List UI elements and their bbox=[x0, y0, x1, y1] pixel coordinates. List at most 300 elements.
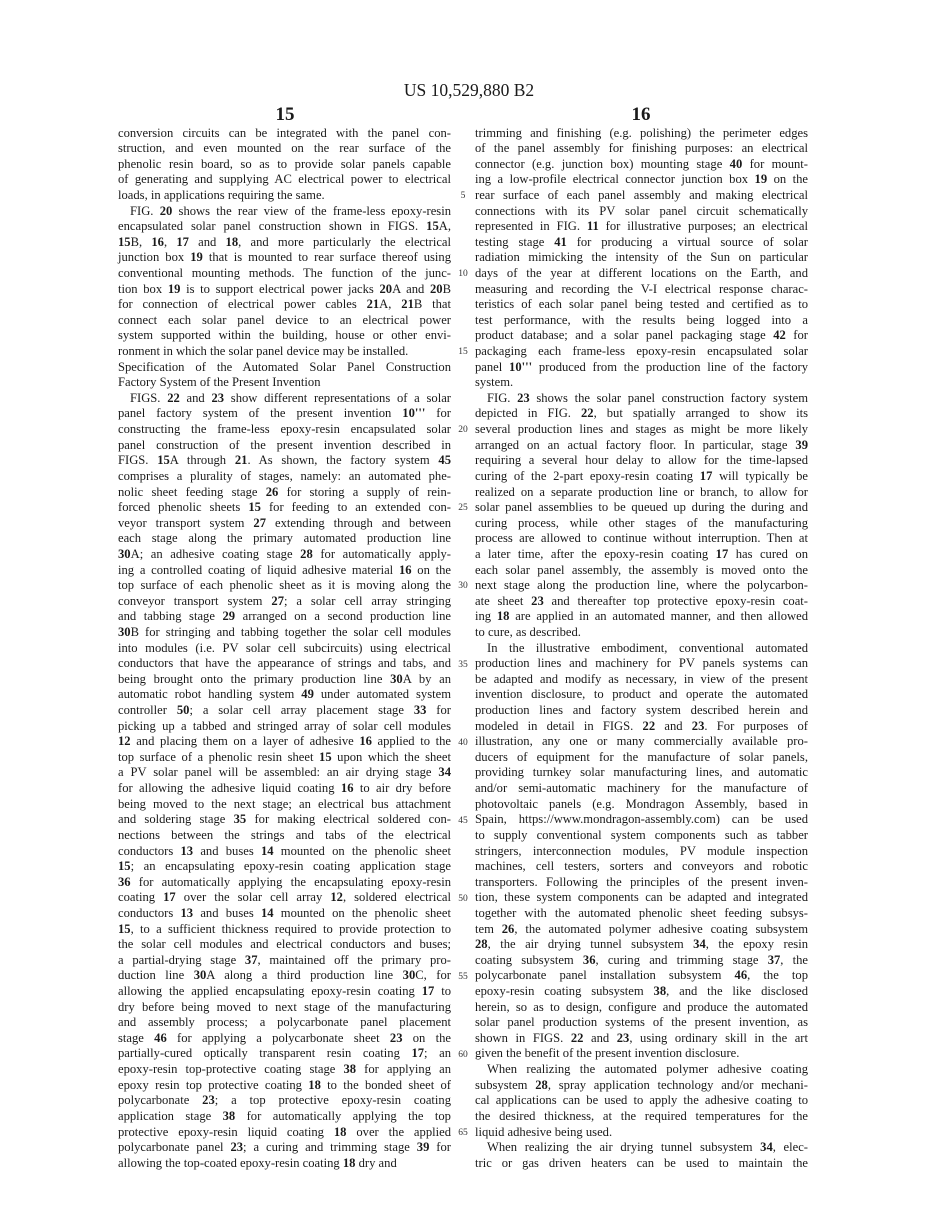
text-line bbox=[475, 328, 808, 344]
reference-numeral: 19 bbox=[754, 172, 768, 187]
text-line bbox=[475, 469, 808, 485]
text-line bbox=[475, 641, 808, 657]
reference-numeral: 15 bbox=[426, 219, 439, 234]
text-segment: on the bbox=[411, 562, 451, 577]
text-segment: tric or gas driven heaters can be used to maintain the bbox=[475, 1155, 808, 1170]
text-segment: packaging each frame-less epoxy-resin encapsulated solar bbox=[475, 344, 808, 359]
reference-numeral: 15 bbox=[118, 859, 131, 874]
text-segment: constructing the frame-less epoxy-resin encapsulated solar bbox=[118, 422, 451, 437]
text-segment: for bbox=[785, 328, 808, 343]
text-segment: of the panel assembly for finishing purposes: an electrical bbox=[475, 141, 808, 156]
text-line bbox=[118, 141, 451, 157]
text-line bbox=[475, 141, 808, 157]
line-number: 15 bbox=[458, 347, 468, 358]
text-segment: conductors bbox=[118, 905, 181, 920]
text-line bbox=[475, 1156, 808, 1172]
text-line bbox=[118, 765, 451, 781]
text-line bbox=[118, 968, 451, 984]
text-line bbox=[118, 235, 451, 251]
text-segment: dry before being moved to next stage of the manufacturing bbox=[118, 999, 451, 1014]
text-line bbox=[118, 1109, 451, 1125]
text-line bbox=[475, 765, 808, 781]
text-segment: struction, and even mounted on the rear surface of the bbox=[118, 141, 451, 156]
text-line bbox=[118, 656, 451, 672]
text-line bbox=[118, 1078, 451, 1094]
text-segment: A along a third production line bbox=[206, 968, 403, 983]
text-line bbox=[475, 1093, 808, 1109]
text-segment: , soldered electrical bbox=[342, 890, 451, 905]
text-line bbox=[475, 360, 808, 376]
text-line bbox=[118, 1000, 451, 1016]
text-segment: and bbox=[179, 390, 212, 405]
line-number: 55 bbox=[458, 971, 468, 982]
text-segment: , the air drying tunnel subsystem bbox=[487, 937, 694, 952]
reference-numeral: 38 bbox=[222, 1108, 236, 1123]
text-segment: a partial-drying stage bbox=[118, 952, 245, 967]
line-number: 40 bbox=[458, 737, 468, 748]
text-segment: be adapted and modify as necessary, in view of the present bbox=[475, 671, 808, 686]
text-segment: tion box bbox=[118, 281, 168, 296]
reference-numeral: 28 bbox=[475, 937, 488, 952]
text-segment: and bbox=[188, 234, 226, 249]
text-segment: to cure, as described. bbox=[475, 625, 581, 639]
text-segment: Factory System of the Present Invention bbox=[118, 375, 321, 390]
reference-numeral: 15 bbox=[118, 234, 131, 249]
reference-numeral: 41 bbox=[554, 234, 567, 249]
text-segment: duction line bbox=[118, 968, 194, 983]
text-line bbox=[118, 1046, 451, 1062]
text-segment: allowing the top-coated epoxy-resin coating bbox=[118, 1155, 343, 1170]
text-segment: connect each solar panel device to an electrical power bbox=[118, 312, 451, 327]
reference-numeral: 46 bbox=[154, 1030, 167, 1045]
text-segment: When realizing the automated polymer adhesive coating bbox=[487, 1062, 808, 1077]
reference-numeral: 26 bbox=[265, 484, 279, 499]
text-segment: ing a low-profile electrical connector junction box bbox=[475, 172, 755, 187]
text-segment: to the bonded sheet of bbox=[320, 1077, 451, 1092]
text-line bbox=[475, 719, 808, 735]
reference-numeral: 21 bbox=[366, 297, 380, 312]
text-line bbox=[475, 344, 808, 360]
reference-numeral: 16 bbox=[340, 781, 354, 796]
text-segment: for mount- bbox=[742, 156, 808, 171]
text-segment: , bbox=[163, 234, 177, 249]
reference-numeral: 18 bbox=[496, 609, 510, 624]
text-segment: , to a sufficient thickness required to provide protection to bbox=[130, 921, 451, 936]
reference-numeral: 13 bbox=[180, 843, 194, 858]
text-segment: are applied in an automated manner, and then allowed bbox=[509, 609, 808, 624]
line-number: 45 bbox=[458, 815, 468, 826]
text-segment: given the benefit of the present invention disclosure. bbox=[475, 1046, 740, 1061]
text-segment: for automatically apply- bbox=[312, 546, 451, 561]
reference-numeral: 20 bbox=[159, 203, 173, 218]
reference-numeral: 49 bbox=[301, 687, 314, 702]
text-segment: solar panel assemblies to be queued up during the during and bbox=[475, 500, 808, 515]
text-line bbox=[118, 516, 451, 532]
text-segment: subsystem bbox=[475, 1077, 536, 1092]
text-segment: tion, these system components can be adapted and integrated bbox=[475, 890, 808, 905]
text-segment: upon which the sheet bbox=[331, 749, 451, 764]
text-segment: , the top bbox=[747, 968, 808, 983]
text-line bbox=[475, 235, 808, 251]
text-segment: ronment in which the solar panel device may be installed. bbox=[118, 344, 409, 359]
reference-numeral: 19 bbox=[167, 281, 181, 296]
text-segment: A through bbox=[169, 453, 235, 468]
text-segment: B that bbox=[413, 297, 451, 312]
text-segment: each solar panel assembly, the assembly is moved onto the bbox=[475, 562, 808, 577]
text-line bbox=[118, 344, 451, 360]
reference-numeral: 46 bbox=[734, 968, 748, 983]
right-column-text bbox=[475, 126, 808, 1172]
text-line bbox=[475, 578, 808, 594]
text-segment: application stage bbox=[118, 1108, 223, 1123]
text-segment: In the illustrative embodiment, conventional automated bbox=[487, 640, 808, 655]
text-segment: and placing them on a layer of adhesive bbox=[130, 734, 360, 749]
text-line bbox=[475, 313, 808, 329]
text-line bbox=[475, 1125, 808, 1141]
reference-numeral: 30 bbox=[118, 625, 131, 639]
reference-numeral: 34 bbox=[760, 1140, 773, 1155]
text-line bbox=[118, 391, 451, 407]
text-segment: Spain, https://www.mondragon-assembly.com) can be used bbox=[475, 812, 808, 827]
text-line bbox=[475, 1078, 808, 1094]
text-line bbox=[118, 375, 451, 391]
text-line bbox=[118, 282, 451, 298]
text-segment: the desired thickness, at the required temperatures for the bbox=[475, 1108, 808, 1123]
text-line bbox=[475, 531, 808, 547]
text-segment: will typically be bbox=[712, 468, 808, 483]
text-segment: the solar cell modules and electrical conductors and buses; bbox=[118, 937, 451, 952]
line-number: 30 bbox=[458, 581, 468, 592]
reference-numeral: 10''' bbox=[509, 359, 533, 374]
text-segment: that is mounted to rear surface thereof using bbox=[202, 250, 451, 265]
reference-numeral: 36 bbox=[118, 874, 131, 889]
text-line bbox=[118, 687, 451, 703]
text-segment: conventional mounting methods. The function of the junc- bbox=[118, 265, 451, 280]
text-line bbox=[118, 609, 451, 625]
text-line bbox=[475, 844, 808, 860]
reference-numeral: 18 bbox=[308, 1077, 321, 1092]
text-segment: epoxy-resin coating subsystem bbox=[475, 984, 654, 999]
text-segment: being brought onto the primary production line bbox=[118, 671, 391, 686]
text-segment: FIGS. bbox=[130, 390, 168, 405]
text-line bbox=[475, 250, 808, 266]
text-line bbox=[118, 1062, 451, 1078]
text-line bbox=[475, 172, 808, 188]
text-line bbox=[118, 172, 451, 188]
reference-numeral: 36 bbox=[582, 952, 596, 967]
reference-numeral: 19 bbox=[190, 250, 203, 265]
text-line bbox=[475, 453, 808, 469]
text-segment: When realizing the air drying tunnel subsystem bbox=[487, 1140, 761, 1155]
text-line bbox=[475, 672, 808, 688]
text-segment: a later time, after the epoxy-resin coating bbox=[475, 546, 716, 561]
text-line bbox=[475, 1000, 808, 1016]
reference-numeral: 33 bbox=[413, 703, 427, 718]
reference-numeral: 22 bbox=[642, 718, 656, 733]
reference-numeral: 30 bbox=[118, 546, 131, 561]
text-segment: show different representations of a solar bbox=[224, 390, 451, 405]
line-number: 35 bbox=[458, 659, 468, 670]
line-number: 60 bbox=[458, 1050, 468, 1061]
reference-numeral: 38 bbox=[343, 1062, 357, 1077]
reference-numeral: 11 bbox=[586, 219, 599, 234]
reference-numeral: 34 bbox=[438, 765, 451, 780]
text-segment: , spray application technology and/or mechani- bbox=[547, 1077, 808, 1092]
text-line bbox=[475, 438, 808, 454]
text-segment: teristics of each solar panel being tested and certified as to bbox=[475, 297, 808, 312]
text-segment: for automatically applying the encapsulating epoxy-resin bbox=[130, 874, 451, 889]
text-segment: for applying a polycarbonate sheet bbox=[166, 1030, 390, 1045]
reference-numeral: 12 bbox=[118, 734, 131, 749]
text-segment: ; a top protective epoxy-resin coating bbox=[214, 1093, 451, 1108]
text-segment: , and the like disclosed bbox=[666, 984, 808, 999]
text-segment: for making electrical soldered con- bbox=[246, 812, 452, 827]
line-number: 50 bbox=[458, 893, 468, 904]
text-line bbox=[118, 906, 451, 922]
text-line bbox=[118, 469, 451, 485]
text-line bbox=[475, 1031, 808, 1047]
text-line bbox=[475, 188, 808, 204]
reference-numeral: 23 bbox=[517, 390, 530, 405]
text-line bbox=[475, 625, 808, 641]
text-segment: modeled in detail in FIGS. bbox=[475, 718, 643, 733]
line-number: 65 bbox=[458, 1128, 468, 1139]
text-segment: test performance, with the results being logged into a bbox=[475, 312, 808, 327]
text-segment: curing process, while other stages of the manufacturing bbox=[475, 515, 808, 530]
text-segment: . For purposes of bbox=[704, 718, 808, 733]
text-segment: automatic robot handling system bbox=[118, 687, 302, 702]
reference-numeral: 23 bbox=[211, 390, 225, 405]
text-line bbox=[475, 266, 808, 282]
text-segment: produced from the production line of the factory bbox=[532, 359, 808, 374]
text-segment: for allowing the adhesive liquid coating bbox=[118, 781, 341, 796]
text-segment: under automated system bbox=[313, 687, 451, 702]
text-line bbox=[475, 126, 808, 142]
text-line bbox=[475, 282, 808, 298]
text-segment: veyor transport system bbox=[118, 515, 254, 530]
page-number-right: 16 bbox=[631, 104, 651, 125]
text-line bbox=[475, 1062, 808, 1078]
text-line bbox=[475, 984, 808, 1000]
text-segment: ; an encapsulating epoxy-resin coating application stage bbox=[130, 859, 451, 874]
text-segment: cal applications can be used to apply the adhesive coating to bbox=[475, 1093, 808, 1108]
text-line bbox=[475, 797, 808, 813]
line-number: 10 bbox=[458, 269, 468, 280]
text-line bbox=[118, 750, 451, 766]
reference-numeral: 22 bbox=[167, 390, 180, 405]
text-segment: and assembly process; a polycarbonate panel placement bbox=[118, 1015, 451, 1030]
text-segment: for storing a supply of rein- bbox=[278, 484, 451, 499]
text-segment: B bbox=[442, 281, 451, 296]
reference-numeral: 39 bbox=[416, 1140, 430, 1155]
text-segment: connector (e.g. junction box) mounting stage bbox=[475, 156, 730, 171]
text-segment: for producing a virtual source of solar bbox=[566, 234, 808, 249]
reference-numeral: 37 bbox=[767, 952, 781, 967]
reference-numeral: 18 bbox=[342, 1155, 356, 1170]
text-segment: liquid adhesive being used. bbox=[475, 1124, 613, 1139]
reference-numeral: 17 bbox=[715, 546, 729, 561]
text-segment: transporters. Following the principles of the present inven- bbox=[475, 874, 808, 889]
text-line bbox=[118, 1031, 451, 1047]
text-line bbox=[118, 828, 451, 844]
text-segment: for bbox=[425, 406, 451, 421]
text-line bbox=[118, 266, 451, 282]
text-segment: ate sheet bbox=[475, 593, 532, 608]
text-line bbox=[118, 578, 451, 594]
text-line bbox=[475, 1109, 808, 1125]
text-segment: herein, so as to design, configure and produce the automated bbox=[475, 999, 808, 1014]
text-line bbox=[118, 625, 451, 641]
reference-numeral: 15 bbox=[118, 921, 131, 936]
text-line bbox=[475, 422, 808, 438]
text-segment: ; a solar cell array placement stage bbox=[189, 703, 414, 718]
text-segment: B, bbox=[130, 234, 152, 249]
text-segment: picking up a tabbed and stringed array of solar cell modules bbox=[118, 718, 451, 733]
text-segment: production lines and machinery for PV panels systems can bbox=[475, 656, 808, 671]
reference-numeral: 20 bbox=[379, 281, 393, 296]
text-segment: A, bbox=[438, 219, 451, 234]
reference-numeral: 14 bbox=[260, 905, 274, 920]
reference-numeral: 27 bbox=[253, 515, 267, 530]
text-line bbox=[475, 968, 808, 984]
text-segment: stringers, interconnection modules, PV module inspection bbox=[475, 843, 808, 858]
text-line bbox=[475, 828, 808, 844]
reference-numeral: 17 bbox=[421, 984, 435, 999]
text-segment: to air dry before bbox=[353, 781, 451, 796]
text-segment: , maintained off the primary pro- bbox=[257, 952, 451, 967]
text-segment: polycarbonate panel installation subsystem bbox=[475, 968, 735, 983]
reference-numeral: 22 bbox=[570, 1030, 584, 1045]
text-line bbox=[475, 781, 808, 797]
text-segment: for illustrative purposes; an electrical bbox=[598, 219, 808, 234]
text-line bbox=[118, 1093, 451, 1109]
text-line bbox=[475, 516, 808, 532]
text-line bbox=[118, 485, 451, 501]
reference-numeral: 16 bbox=[151, 234, 164, 249]
text-segment: being moved to the next stage; an electrical bus attachment bbox=[118, 796, 451, 811]
text-segment: controller bbox=[118, 703, 177, 718]
text-segment: product database; and a solar panel packaging stage bbox=[475, 328, 774, 343]
text-line bbox=[475, 547, 808, 563]
text-line bbox=[475, 906, 808, 922]
text-segment: represented in FIG. bbox=[475, 219, 587, 234]
text-line bbox=[118, 844, 451, 860]
text-line bbox=[475, 1015, 808, 1031]
text-segment: , elec- bbox=[772, 1140, 808, 1155]
patent-number-header: US 10,529,880 B2 bbox=[403, 80, 535, 100]
reference-numeral: 10''' bbox=[402, 406, 426, 421]
text-segment: is to support electrical power jacks bbox=[180, 281, 380, 296]
text-line bbox=[118, 219, 451, 235]
text-line bbox=[475, 859, 808, 875]
text-segment: conductors that have the appearance of strings and tabs, and bbox=[118, 656, 451, 671]
reference-numeral: 37 bbox=[244, 952, 258, 967]
text-segment: FIG. bbox=[487, 390, 518, 405]
reference-numeral: 16 bbox=[398, 562, 412, 577]
text-segment: and bbox=[583, 1030, 617, 1045]
reference-numeral: 23 bbox=[230, 1140, 244, 1155]
text-line bbox=[118, 563, 451, 579]
text-segment: A, bbox=[379, 297, 402, 312]
text-line bbox=[118, 360, 451, 376]
text-segment: together with the automated phenolic sheet feeding subsys- bbox=[475, 905, 808, 920]
text-line bbox=[118, 734, 451, 750]
text-segment: invention disclosure, to product and operate the automated bbox=[475, 687, 808, 702]
text-line bbox=[475, 687, 808, 703]
reference-numeral: 50 bbox=[176, 703, 190, 718]
text-segment: conveyor transport system bbox=[118, 593, 272, 608]
text-line bbox=[118, 875, 451, 891]
text-segment: nections between the strings and tabs of the electrical bbox=[118, 827, 451, 842]
text-line bbox=[118, 422, 451, 438]
text-segment: , curing and trimming stage bbox=[595, 952, 768, 967]
text-line bbox=[118, 438, 451, 454]
text-line bbox=[118, 1140, 451, 1156]
text-segment: panel bbox=[475, 359, 510, 374]
text-segment: illustration, any one or many commercially available pro- bbox=[475, 734, 808, 749]
text-segment: curing of the 2-part epoxy-resin coating bbox=[475, 468, 700, 483]
text-segment: shows the rear view of the frame-less epoxy-resin bbox=[172, 203, 452, 218]
text-segment: extending through and between bbox=[266, 515, 451, 530]
text-line bbox=[475, 875, 808, 891]
reference-numeral: 17 bbox=[699, 468, 713, 483]
text-segment: mounted on the phenolic sheet bbox=[273, 905, 451, 920]
text-line bbox=[475, 734, 808, 750]
text-segment: process are allowed to continue without interruption. Then at bbox=[475, 531, 808, 546]
text-segment: next stage along the production line, where the polycarbon- bbox=[475, 578, 808, 593]
text-line bbox=[118, 313, 451, 329]
text-segment: coating subsystem bbox=[475, 952, 583, 967]
text-segment: shown in FIGS. bbox=[475, 1030, 571, 1045]
text-line bbox=[118, 1125, 451, 1141]
text-segment: phenolic resin board, so as to provide solar panels capable bbox=[118, 156, 451, 171]
text-segment: several production lines and stages as might be more likely bbox=[475, 422, 808, 437]
text-segment: measuring and recording the V-I electrical response charac- bbox=[475, 281, 808, 296]
reference-numeral: 35 bbox=[233, 812, 247, 827]
text-line bbox=[118, 797, 451, 813]
text-segment: for bbox=[429, 1140, 451, 1155]
text-segment: a PV solar panel will be assembled: an air drying stage bbox=[118, 765, 439, 780]
text-line bbox=[118, 890, 451, 906]
text-line bbox=[475, 500, 808, 516]
reference-numeral: 15 bbox=[157, 453, 170, 468]
reference-numeral: 26 bbox=[501, 921, 515, 936]
text-segment: on the bbox=[767, 172, 809, 187]
text-segment: to bbox=[434, 984, 451, 999]
reference-numeral: 15 bbox=[319, 749, 332, 764]
text-line bbox=[118, 937, 451, 953]
text-segment: mounted on the phenolic sheet bbox=[273, 843, 451, 858]
text-segment: , the bbox=[780, 952, 809, 967]
text-line bbox=[475, 406, 808, 422]
text-line bbox=[118, 984, 451, 1000]
text-segment: stage bbox=[118, 1030, 155, 1045]
text-segment: depicted in FIG. bbox=[475, 406, 581, 421]
text-segment: , but spatially arranged to show its bbox=[593, 406, 808, 421]
text-segment: providing turnkey solar manufacturing lines, and automatic bbox=[475, 765, 808, 780]
text-segment: realized on a separate production line or branch, to allow for bbox=[475, 484, 808, 499]
text-segment: into modules (i.e. PV solar cell subcircuits) using electrical bbox=[118, 640, 451, 655]
text-segment: and/or semi-automatic machinery for the manufacture of bbox=[475, 781, 808, 796]
text-segment: nolic sheet feeding stage bbox=[118, 484, 266, 499]
text-segment: Specification of the Automated Solar Panel Construction bbox=[118, 359, 451, 374]
text-segment: ; an bbox=[424, 1046, 451, 1061]
text-segment: epoxy-resin top-protective coating stage bbox=[118, 1062, 344, 1077]
text-line bbox=[475, 703, 808, 719]
text-segment: each stage along the primary automated production line bbox=[118, 531, 451, 546]
text-segment: for feeding to an extended con- bbox=[260, 500, 452, 515]
text-segment: requiring a several hour delay to allow for the time-lapsed bbox=[475, 453, 808, 468]
